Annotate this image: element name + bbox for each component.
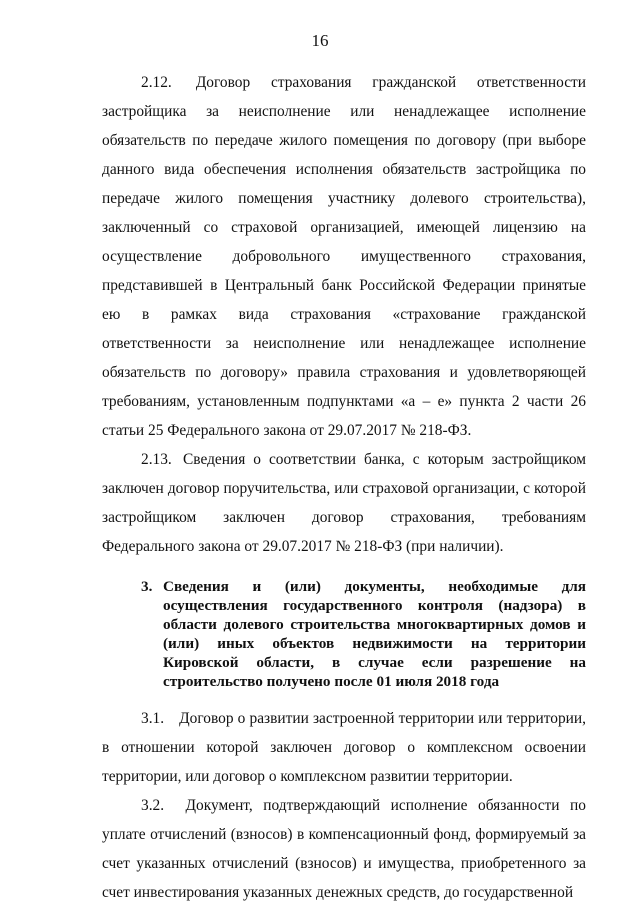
paragraph-text: Документ, подтверждающий исполнение обязанности по уплате отчислений (взносов) в компенсационный фонд, формируемый за счет указанных отчислений (взносов) и имущества, приобретенного за счет инвестирования указанных денежных средств, до государственной xyxy=(102,797,586,901)
paragraph-text: Договор страхования гражданской ответственности застройщика за неисполнение или ненадлежащее исполнение обязательств по передаче жилого помещения по договору (при выборе данного вида обеспечения исполнения обязательств застройщика по передаче жилого помещения участнику долевого строительства), заключенный со страховой организацией, имеющей лицензию на осуществление добровольного имущественного страхования, представившей в Центральный банк Российской Федерации принятые ею в рамках вида страхования «страхование гражданской ответственности за неисполнение или ненадлежащее исполнение обязательств по договору» правила страхования и удовлетворяющей требованиям, установленным подпунктами «а – е» пункта 2 части 26 статьи 25 Федерального закона от 29.07.2017 № 218-ФЗ. xyxy=(102,74,586,439)
document-body xyxy=(102,68,586,907)
paragraph-number: 2.12. xyxy=(141,74,172,91)
paragraph-3-2 xyxy=(102,791,586,907)
paragraph-number: 3.1. xyxy=(141,710,165,727)
section-title: Сведения и (или) документы, необходимые для осуществления государственного контроля (надзора) в области долевого строительства многоквартирных домов и (или) иных объектов недвижимости на территории Кировской области, в случае если разрешение на строительство получено после 01 июля 2018 года xyxy=(163,578,586,690)
paragraph-2-13 xyxy=(102,445,586,561)
paragraph-2-12 xyxy=(102,68,586,445)
page-number: 16 xyxy=(311,31,329,50)
section-number: 3. xyxy=(141,578,153,595)
paragraph-text: Сведения о соответствии банка, с которым застройщиком заключен договор поручительства, или страховой организации, с которой застройщиком заключен договор страхования, требованиям Федерального закона от 29.07.2017 № 218-ФЗ (при наличии). xyxy=(102,451,586,555)
section-heading-3 xyxy=(102,577,586,691)
paragraph-number: 3.2. xyxy=(141,797,165,814)
paragraph-number: 2.13. xyxy=(141,451,172,468)
paragraph-3-1 xyxy=(102,704,586,791)
paragraph-text: Договор о развитии застроенной территории или территории, в отношении которой заключен договор о комплексном освоении территории, или договор о комплексном развитии территории. xyxy=(102,710,586,785)
